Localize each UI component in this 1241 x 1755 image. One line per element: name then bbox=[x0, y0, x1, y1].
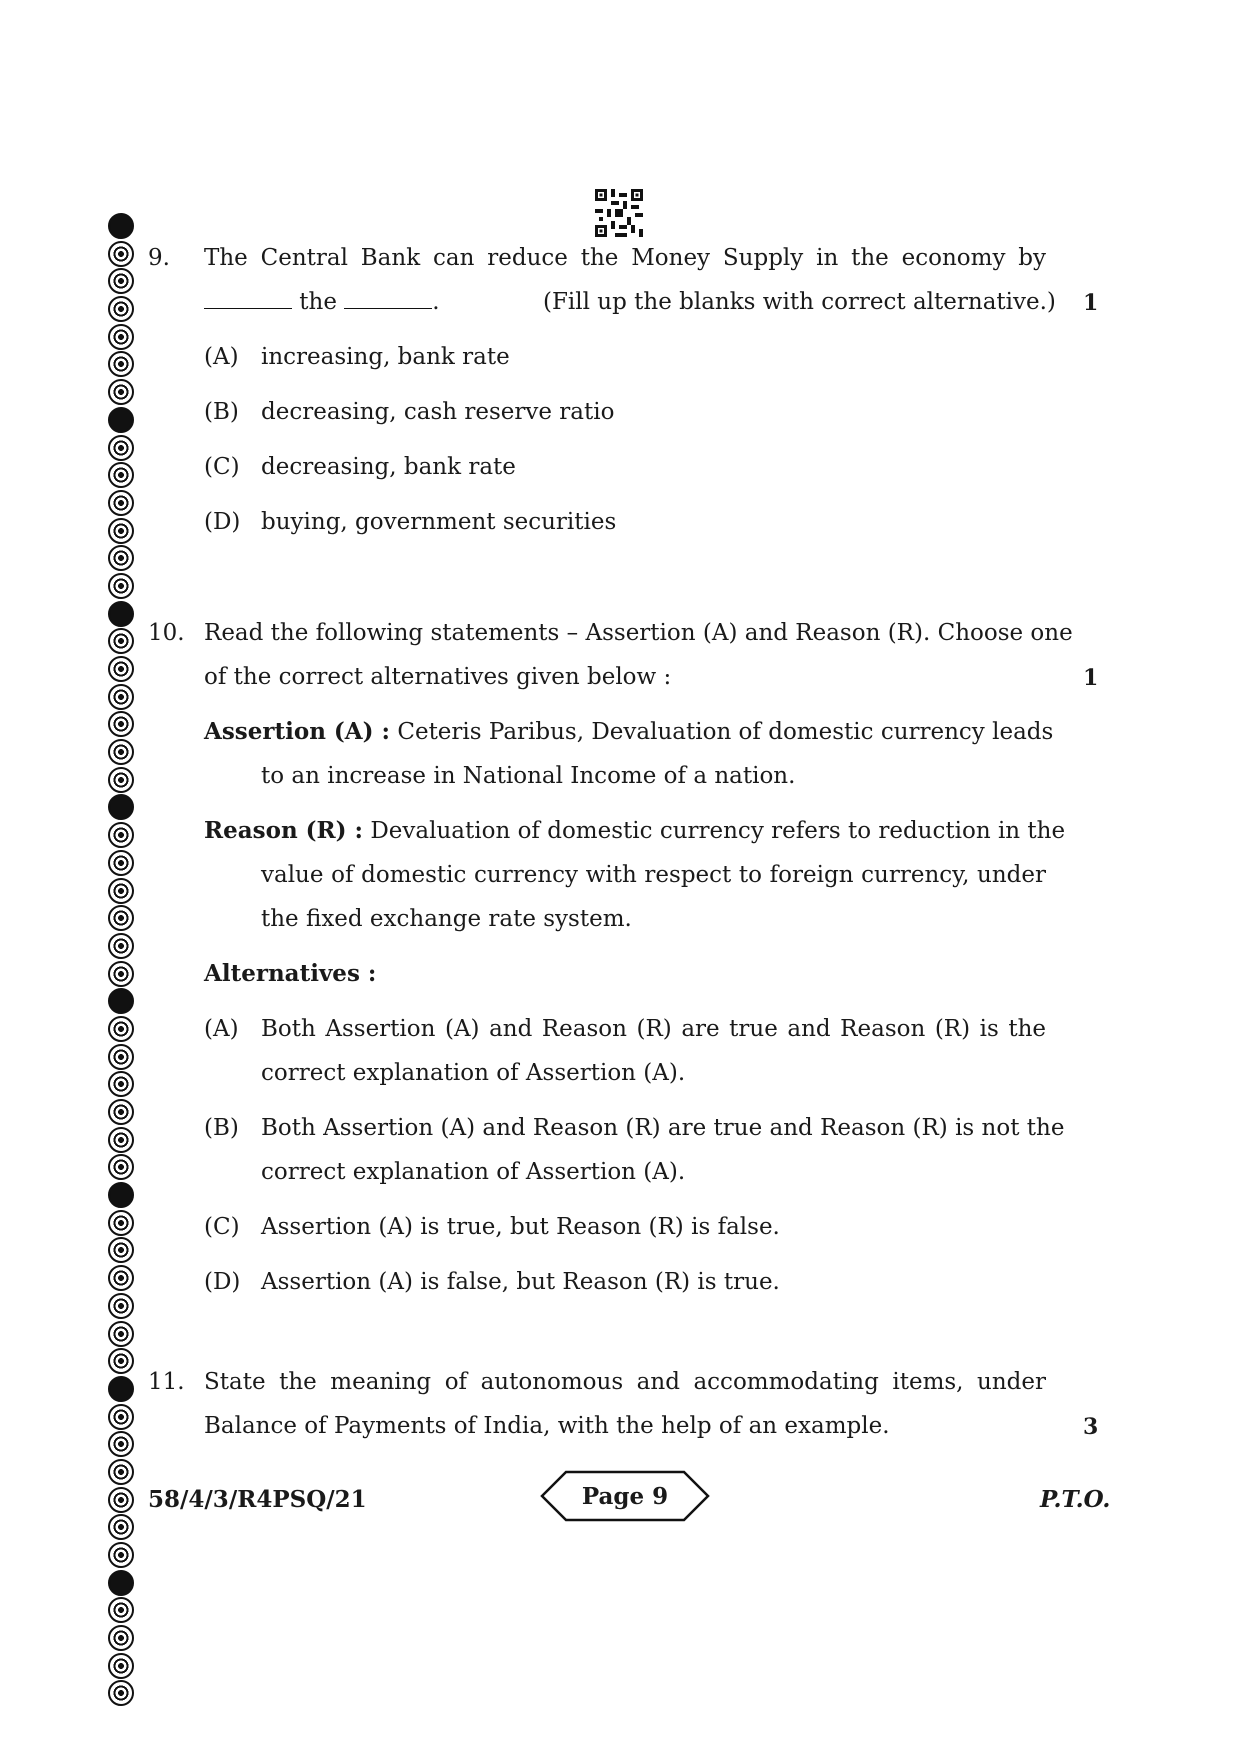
option-text: Both Assertion (A) and Reason (R) are true and Reason (R) is not the bbox=[261, 1115, 1065, 1141]
ring-icon bbox=[108, 1404, 134, 1430]
ring-icon bbox=[108, 1154, 134, 1180]
filled-circle-icon bbox=[108, 601, 134, 627]
blank-line bbox=[204, 292, 292, 309]
option-text: increasing, bank rate bbox=[261, 344, 510, 370]
option-label: (C) bbox=[204, 454, 240, 480]
alternatives-heading: Alternatives : bbox=[204, 960, 377, 987]
option-label: (D) bbox=[204, 509, 241, 535]
ring-icon bbox=[108, 933, 134, 959]
instruction-text: (Fill up the blanks with correct alternative.) bbox=[543, 289, 1056, 315]
ring-icon bbox=[108, 1653, 134, 1679]
question-number: 11. bbox=[148, 1369, 185, 1395]
option-text: decreasing, cash reserve ratio bbox=[261, 399, 615, 425]
ring-icon bbox=[108, 1514, 134, 1540]
filled-circle-icon bbox=[108, 794, 134, 820]
option-text: correct explanation of Assertion (A). bbox=[261, 1060, 686, 1086]
ring-icon bbox=[108, 1293, 134, 1319]
ring-icon bbox=[108, 1597, 134, 1623]
ring-icon bbox=[108, 1431, 134, 1457]
option-label: (A) bbox=[204, 1016, 239, 1042]
question-number: 9. bbox=[148, 245, 170, 271]
ring-icon bbox=[108, 1348, 134, 1374]
filled-circle-icon bbox=[108, 1570, 134, 1596]
option-text: buying, government securities bbox=[261, 509, 617, 535]
ring-icon bbox=[108, 1099, 134, 1125]
ring-icon bbox=[108, 628, 134, 654]
ring-icon bbox=[108, 324, 134, 350]
filled-circle-icon bbox=[108, 1376, 134, 1402]
ring-icon bbox=[108, 1044, 134, 1070]
ring-icon bbox=[108, 711, 134, 737]
question-text: Balance of Payments of India, with the help of an example. bbox=[204, 1413, 890, 1439]
option-label: (B) bbox=[204, 1115, 239, 1141]
ring-icon bbox=[108, 767, 134, 793]
marks-label: 3 bbox=[1083, 1414, 1099, 1440]
ring-icon bbox=[108, 739, 134, 765]
page-number: Page 9 bbox=[581, 1483, 669, 1510]
ring-icon bbox=[108, 241, 134, 267]
ring-icon bbox=[108, 545, 134, 571]
ring-icon bbox=[108, 268, 134, 294]
pto-label: P.T.O. bbox=[1040, 1486, 1111, 1513]
ring-icon bbox=[108, 905, 134, 931]
ring-icon bbox=[108, 1625, 134, 1651]
filled-circle-icon bbox=[108, 407, 134, 433]
assertion-text: Assertion (A) : Ceteris Paribus, Devaluation of domestic currency leads bbox=[204, 718, 1054, 745]
ring-icon bbox=[108, 878, 134, 904]
option-text: Assertion (A) is false, but Reason (R) is true. bbox=[261, 1269, 780, 1295]
option-text: Both Assertion (A) and Reason (R) are true and Reason (R) is the bbox=[261, 1016, 1046, 1042]
option-text: decreasing, bank rate bbox=[261, 454, 516, 480]
ring-icon bbox=[108, 1542, 134, 1568]
ring-icon bbox=[108, 1016, 134, 1042]
reason-text: the fixed exchange rate system. bbox=[261, 906, 632, 932]
ring-icon bbox=[108, 351, 134, 377]
ring-icon bbox=[108, 656, 134, 682]
filled-circle-icon bbox=[108, 988, 134, 1014]
ring-icon bbox=[108, 490, 134, 516]
marks-label: 1 bbox=[1083, 665, 1099, 691]
question-text: The Central Bank can reduce the Money Supply in the economy by bbox=[204, 245, 1046, 271]
option-text: Assertion (A) is true, but Reason (R) is false. bbox=[261, 1214, 780, 1240]
option-label: (D) bbox=[204, 1269, 241, 1295]
blank-line bbox=[344, 292, 432, 309]
question-text: Read the following statements – Assertion (A) and Reason (R). Choose one bbox=[204, 620, 1073, 646]
ring-icon bbox=[108, 435, 134, 461]
ring-icon bbox=[108, 1487, 134, 1513]
ring-icon bbox=[108, 961, 134, 987]
qr-code bbox=[595, 188, 643, 238]
reason-text: Reason (R) : Devaluation of domestic currency refers to reduction in the bbox=[204, 817, 1066, 844]
ring-icon bbox=[108, 1237, 134, 1263]
ring-icon bbox=[108, 1459, 134, 1485]
question-text: State the meaning of autonomous and accommodating items, under bbox=[204, 1369, 1046, 1395]
binding-margin bbox=[108, 213, 136, 1708]
assertion-text: to an increase in National Income of a nation. bbox=[261, 763, 796, 789]
ring-icon bbox=[108, 296, 134, 322]
ring-icon bbox=[108, 1071, 134, 1097]
filled-circle-icon bbox=[108, 1182, 134, 1208]
ring-icon bbox=[108, 1127, 134, 1153]
question-text-blanks: the . bbox=[204, 290, 440, 314]
ring-icon bbox=[108, 573, 134, 599]
ring-icon bbox=[108, 462, 134, 488]
question-text: of the correct alternatives given below : bbox=[204, 664, 672, 690]
filled-circle-icon bbox=[108, 213, 134, 239]
ring-icon bbox=[108, 684, 134, 710]
page-number-badge bbox=[540, 1470, 710, 1522]
ring-icon bbox=[108, 850, 134, 876]
reason-text: value of domestic currency with respect to foreign currency, under bbox=[261, 862, 1046, 888]
ring-icon bbox=[108, 1321, 134, 1347]
marks-label: 1 bbox=[1083, 290, 1099, 316]
option-label: (C) bbox=[204, 1214, 240, 1240]
option-text: correct explanation of Assertion (A). bbox=[261, 1159, 686, 1185]
ring-icon bbox=[108, 379, 134, 405]
ring-icon bbox=[108, 822, 134, 848]
paper-code: 58/4/3/R4PSQ/21 bbox=[148, 1486, 367, 1513]
question-number: 10. bbox=[148, 620, 185, 646]
ring-icon bbox=[108, 1265, 134, 1291]
ring-icon bbox=[108, 1210, 134, 1236]
option-label: (B) bbox=[204, 399, 239, 425]
option-label: (A) bbox=[204, 344, 239, 370]
ring-icon bbox=[108, 1680, 134, 1706]
ring-icon bbox=[108, 518, 134, 544]
